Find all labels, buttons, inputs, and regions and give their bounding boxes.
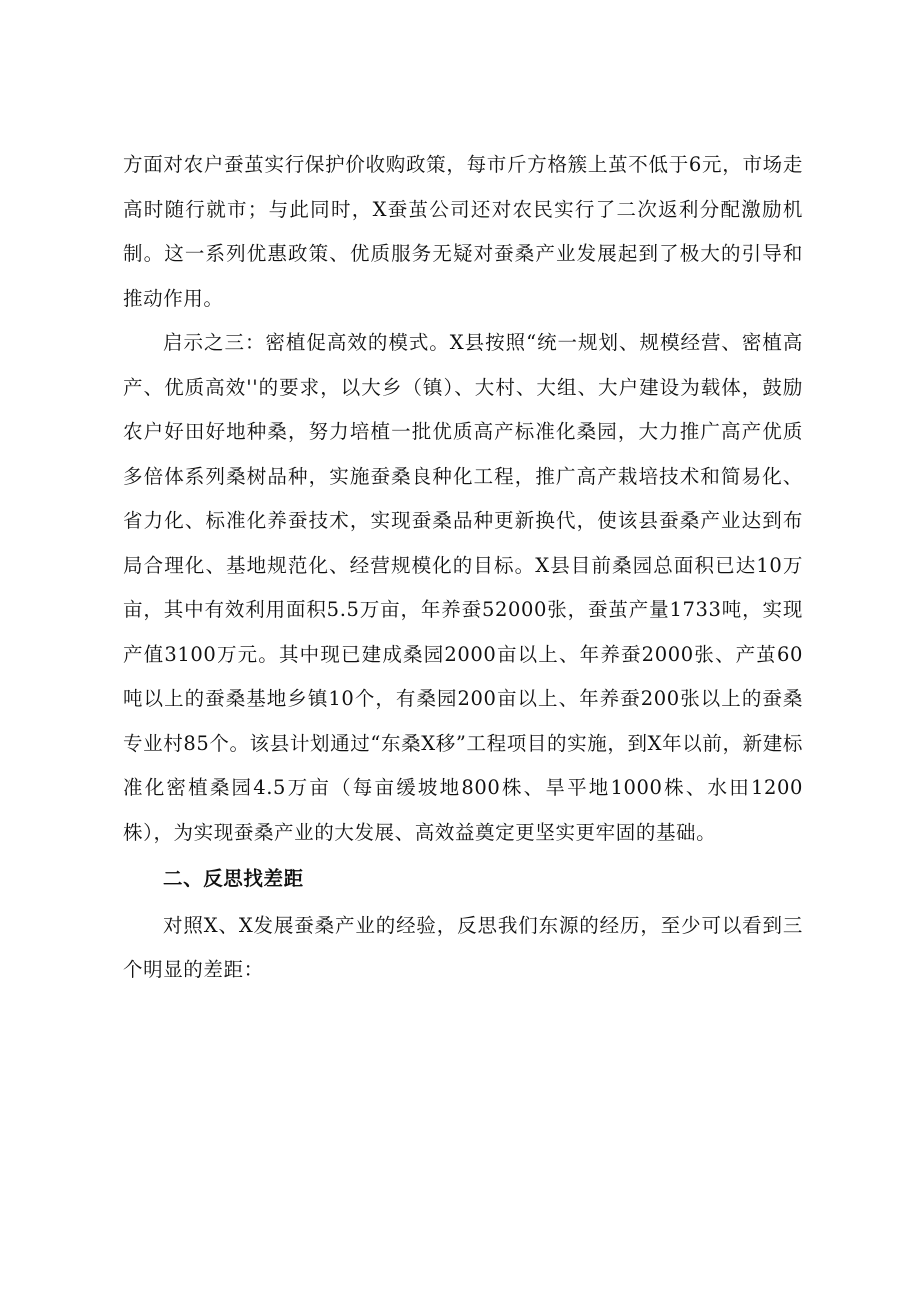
document-body — [123, 143, 803, 993]
section-heading-reflect-gaps: 二、反思找差距 — [163, 867, 304, 890]
paragraph-three-gaps-intro: 对照X、X发展蚕桑产业的经验，反思我们东源的经历，至少可以看到三个明显的差距： — [123, 913, 803, 981]
paragraph-insight-three-dense-planting: 启示之三：密植促高效的模式。X县按照“统一规划、规模经营、密植高产、优质高效''的要求，以大乡（镇）、大村、大组、大户建设为载体，鼓励农户好田好地种桑，努力培植一批优质高产标准化桑园，大力推广高产优质多倍体系列桑树品种，实施蚕桑良种化工程，推广高产栽培技术和简易化、省力化、标准化养蚕技术，实现蚕桑品种更新换代，使该县蚕桑产业达到布局合理化、基地规范化、经营规模化的目标。X县目前桑园总面积已达10万亩，其中有效利用面积5.5万亩，年养蚕52000张，蚕茧产量1733吨，实现产值3100万元。其中现已建成桑园2000亩以上、年养蚕2000张、产茧60吨以上的蚕桑基地乡镇10个，有桑园200亩以上、年养蚕200张以上的蚕桑专业村85个。该县计划通过“东桑X移”工程项目的实施，到X年以前，新建标准化密植桑园4.5万亩（每亩缓坡地800株、旱平地1000株、水田1200株），为实现蚕桑产业的大发展、高效益奠定更坚实更牢固的基础。 — [123, 331, 803, 844]
paragraph-policy-incentives: 方面对农户蚕茧实行保护价收购政策，每市斤方格簇上茧不低于6元，市场走高时随行就市；与此同时，X蚕茧公司还对农民实行了二次返利分配激励机制。这一系列优惠政策、优质服务无疑对蚕桑产业发展起到了极大的引导和推动作用。 — [123, 153, 803, 310]
